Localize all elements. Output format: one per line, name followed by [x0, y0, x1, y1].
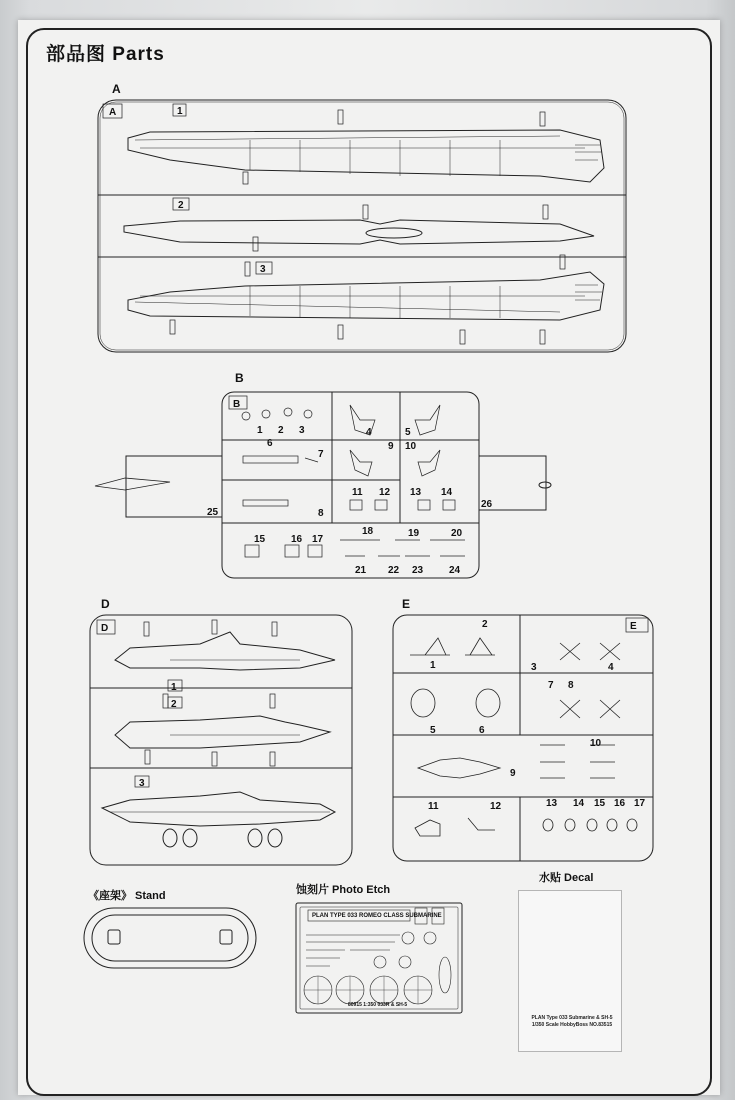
sprue-b-part-7: 7 — [318, 449, 324, 460]
sprue-b-label: B — [235, 371, 244, 385]
sprue-e-frame — [393, 615, 653, 861]
sprue-b-part-20: 20 — [451, 528, 463, 539]
sprue-e-part-13: 13 — [546, 798, 558, 809]
sprue-d-label: D — [101, 597, 110, 611]
sprue-e-part-12: 12 — [490, 801, 502, 812]
decal-line-2: 1/350 Scale HobbyBoss NO.83515 — [531, 1022, 613, 1028]
stand-drawing — [84, 908, 256, 968]
sprue-b-part-18: 18 — [362, 526, 374, 537]
sprue-e-part-16: 16 — [614, 798, 626, 809]
sprue-e-part-14: 14 — [573, 798, 585, 809]
sprue-e-part-15: 15 — [594, 798, 606, 809]
sprue-a-tag: A — [109, 107, 117, 118]
sprue-b-tag: B — [233, 399, 241, 410]
sprue-d-tag: D — [101, 623, 109, 634]
sprue-a-part-2: 2 — [178, 200, 184, 211]
sprue-b-part-9: 9 — [388, 441, 394, 452]
sprue-b-details — [242, 405, 465, 557]
sprue-b-part-1: 1 — [257, 425, 263, 436]
decal-line-1: PLAN Type 033 Submarine & SH-5 — [531, 1015, 613, 1021]
sprue-e-part-10: 10 — [590, 738, 602, 749]
sprue-e-part-3: 3 — [531, 662, 537, 673]
sprue-e-part-8: 8 — [568, 680, 574, 691]
sprue-e-part-6: 6 — [479, 725, 485, 736]
sprue-b-part-14: 14 — [441, 487, 453, 498]
sprue-b-part-16: 16 — [291, 534, 303, 545]
sprue-b-part-24: 24 — [449, 565, 461, 576]
sprue-b-part-25: 25 — [207, 507, 219, 518]
photo-etch-fret-title: PLAN TYPE 033 ROMEO CLASS SUBMARINE — [312, 913, 442, 919]
photo-etch-fret — [296, 903, 462, 1013]
sprue-e-part-7: 7 — [548, 680, 554, 691]
sprue-b-part-3: 3 — [299, 425, 305, 436]
decal-sheet-text — [530, 1015, 614, 1029]
aircraft-wing — [102, 792, 335, 847]
sprue-b-part-21: 21 — [355, 565, 367, 576]
sprue-d-part-1: 1 — [171, 682, 177, 693]
sprue-b-part-15: 15 — [254, 534, 266, 545]
photo-etch-code: 80915 1:350 033R & SH-5 — [348, 1002, 408, 1008]
sprue-e-part-17: 17 — [634, 798, 646, 809]
sprue-e-tag: E — [630, 621, 637, 632]
sprue-b-frame — [95, 392, 551, 578]
hull-half-bottom — [128, 272, 604, 320]
sprue-d-part-3: 3 — [139, 778, 145, 789]
sprue-a-part-3: 3 — [260, 264, 266, 275]
sprue-b-part-8: 8 — [318, 508, 324, 519]
sprue-a-label: A — [112, 82, 121, 96]
photo-etch-caption: 蚀刻片 Photo Etch — [296, 884, 391, 896]
sprue-b-part-17: 17 — [312, 534, 324, 545]
decal-caption: 水贴 Decal — [539, 872, 594, 884]
aircraft-fuselage-left — [115, 632, 335, 670]
sprue-b-part-19: 19 — [408, 528, 420, 539]
sprue-b-part-4: 4 — [366, 427, 372, 438]
deck-part — [124, 220, 594, 244]
aircraft-fuselage-right — [115, 716, 330, 748]
sprue-d-part-2: 2 — [171, 699, 177, 710]
hull-half-top — [128, 130, 604, 182]
sprue-e-label: E — [402, 597, 411, 611]
sprue-b-part-10: 10 — [405, 441, 417, 452]
sprue-b-part-22: 22 — [388, 565, 400, 576]
sprue-b-part-12: 12 — [379, 487, 391, 498]
sprue-e-part-9: 9 — [510, 768, 516, 779]
sprue-e-part-2: 2 — [482, 619, 488, 630]
sprue-d-frame — [90, 615, 352, 865]
sprue-a-part-1: 1 — [177, 106, 183, 117]
sprue-b-part-23: 23 — [412, 565, 424, 576]
sprue-b-part-13: 13 — [410, 487, 422, 498]
sprue-b-part-2: 2 — [278, 425, 284, 436]
sprue-b-part-11: 11 — [352, 487, 363, 498]
sprue-b-part-5: 5 — [405, 427, 411, 438]
page-title: 部品图 Parts — [46, 44, 165, 65]
sprue-e-part-1: 1 — [430, 660, 436, 671]
sprue-b-part-26: 26 — [481, 499, 493, 510]
sprue-b-part-6: 6 — [267, 438, 273, 449]
sprue-e-part-4: 4 — [608, 662, 614, 673]
sprue-e-part-5: 5 — [430, 725, 436, 736]
sprue-e-part-11: 11 — [428, 801, 439, 812]
stand-caption: 《座架》 Stand — [88, 890, 166, 902]
